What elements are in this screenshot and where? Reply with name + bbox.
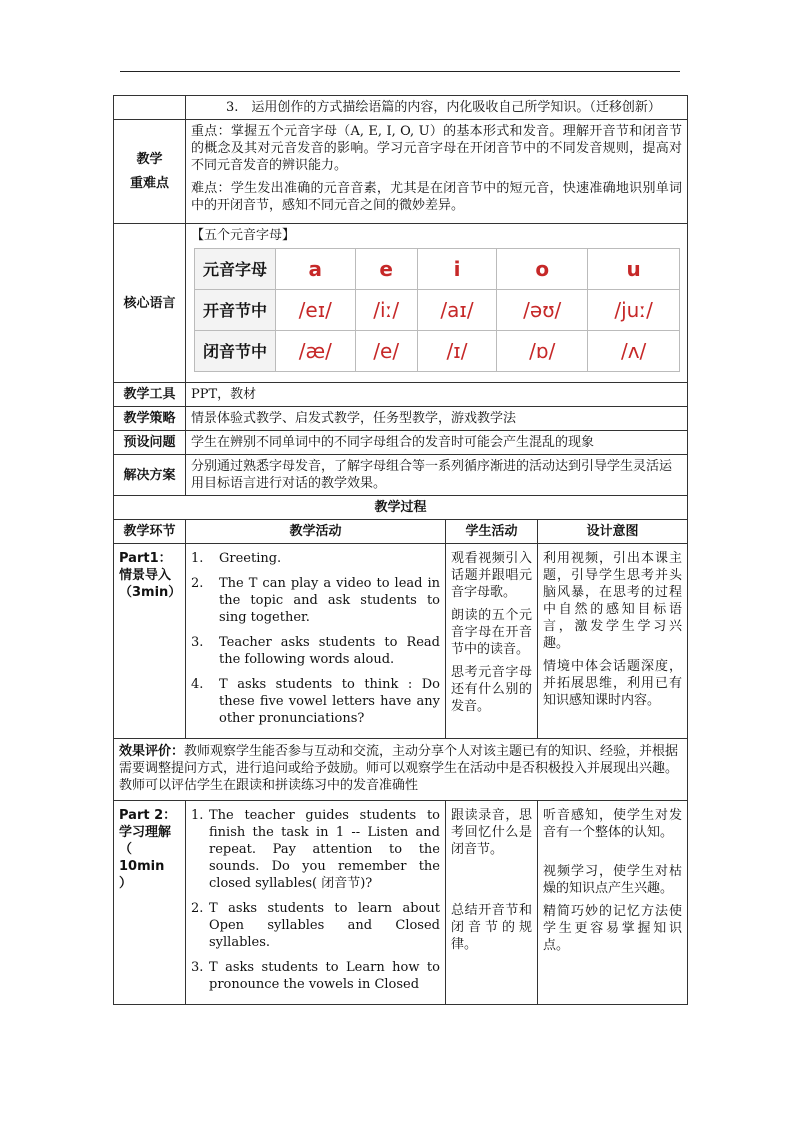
part2-design-1: 听音感知，使学生对发音有一个整体的认知。	[543, 808, 683, 840]
core-language-heading: 【五个元音字母】	[191, 228, 296, 243]
list-item: 2. The T can play a video to lead in the topic and ask students to sing together.	[191, 576, 440, 625]
list-item: 1. The teacher guides students to finish the task in 1 -- Listen and repeat. Pay attention to the sounds. Do you remember the closed syllables( 闭音节)?	[191, 808, 440, 891]
vowel-o: o	[497, 249, 588, 290]
part1-activities	[191, 550, 440, 727]
closed-e: /e/	[355, 331, 417, 372]
vowel-u: u	[588, 249, 680, 290]
key-difficulty: 难点：学生发出准确的元音音素，尤其是在闭音节中的短元音，快速准确地识别单词中的开闭音节，感知不同元音之间的微妙差异。	[191, 181, 683, 213]
header-design: 设计意图	[538, 520, 688, 544]
tools-label: 教学工具	[114, 383, 186, 407]
tools-value: PPT，教材	[186, 383, 688, 407]
open-o: /əʊ/	[497, 290, 588, 331]
header-student: 学生活动	[446, 520, 538, 544]
part2-student-1: 跟读录音，思考回忆什么是闭音节。	[451, 808, 532, 857]
vowel-a: a	[276, 249, 356, 290]
list-item: 4. T asks students to think : Do these five vowel letters have any other pronunciations?	[191, 677, 440, 726]
part2-title: Part 2：	[119, 808, 177, 823]
closed-syllable-row	[195, 331, 680, 372]
open-i: /aɪ/	[417, 290, 496, 331]
solution-value: 分别通过熟悉字母发音，了解字母组合等一系列循序渐进的活动达到引导学生灵活运用目标语言进行对话的教学效果。	[186, 455, 688, 496]
row-header-closed: 闭音节中	[195, 331, 276, 372]
row-header-letters: 元音字母	[195, 249, 276, 290]
core-language-row	[114, 224, 688, 383]
closed-i: /ɪ/	[417, 331, 496, 372]
process-header-row	[114, 520, 688, 544]
vowel-e: e	[355, 249, 417, 290]
part2-activities	[191, 807, 440, 993]
process-title: 教学过程	[114, 496, 688, 520]
strategy-value: 情景体验式教学、启发式教学，任务型教学，游戏教学法	[186, 407, 688, 431]
process-title-row	[114, 496, 688, 520]
key-points-label: 教学 重难点	[114, 120, 186, 224]
part2-name: 学习理解	[119, 825, 172, 840]
closed-u: /ʌ/	[588, 331, 680, 372]
vowel-i: i	[417, 249, 496, 290]
list-item: 2. T asks students to learn about Open syllables and Closed syllables.	[191, 901, 440, 950]
evaluation-label: 效果评价：	[119, 744, 185, 759]
closed-a: /æ/	[276, 331, 356, 372]
issues-value: 学生在辨别不同单词中的不同字母组合的发音时可能会产生混乱的现象	[186, 431, 688, 455]
vowel-chart	[194, 248, 680, 372]
open-u: /juː/	[588, 290, 680, 331]
header-stage: 教学环节	[114, 520, 186, 544]
closed-o: /ɒ/	[497, 331, 588, 372]
open-e: /iː/	[355, 290, 417, 331]
part1-title: Part1：	[119, 551, 172, 566]
list-item: 1. Greeting.	[191, 551, 282, 566]
part1-student-2: 朗读的五个元音字母在开音节中的读音。	[451, 608, 532, 657]
evaluation-text: 教师观察学生能否参与互动和交流，主动分享个人对该主题已有的知识、经验，并根据需要调整提问方式，进行追问或给予鼓励。师可以观察学生在活动中是否积极投入并展现出兴趣。教师可以评估学生在跟读和拼读练习中的发音准确性	[119, 744, 679, 793]
lesson-plan-table	[113, 95, 688, 1005]
part1-duration: （3min）	[119, 585, 182, 600]
part1-student-3: 思考元音字母还有什么别的发音。	[451, 665, 532, 714]
part1-design-1: 利用视频，引出本课主题，引导学生思考并头脑风暴，在思考的过程中自然的感知目标语言，激发学生学习兴趣。	[543, 551, 683, 651]
part1-row	[114, 544, 688, 739]
objective-row	[114, 96, 688, 120]
issues-label: 预设问题	[114, 431, 186, 455]
row-header-open: 开音节中	[195, 290, 276, 331]
part2-row	[114, 801, 688, 1005]
evaluation-row	[114, 739, 688, 801]
open-syllable-row	[195, 290, 680, 331]
part2-student-2: 总结开音节和闭音节的规律。	[451, 903, 532, 952]
solution-label: 解决方案	[114, 455, 186, 496]
part2-design-3: 精简巧妙的记忆方法使学生更容易掌握知识点。	[543, 904, 683, 953]
part1-design-2: 情境中体会话题深度，并拓展思维，利用已有知识感知课时内容。	[543, 659, 683, 708]
strategy-row	[114, 407, 688, 431]
header-activity: 教学活动	[186, 520, 446, 544]
open-a: /eɪ/	[276, 290, 356, 331]
part2-duration: （ 10min	[119, 842, 165, 874]
key-focus: 重点：掌握五个元音字母（A, E, I, O, U）的基本形式和发音。理解开音节和闭音节的概念及其对元音发音的影响。学习元音字母在开闭音节中的不同发音规则，提高对不同元音发音的辨识能力。	[191, 124, 683, 173]
issues-row	[114, 431, 688, 455]
key-points-row	[114, 120, 688, 224]
solution-row	[114, 455, 688, 496]
part1-student-1: 观看视频引入话题并跟唱元音字母歌。	[451, 551, 532, 600]
core-language-label: 核心语言	[114, 224, 186, 383]
part1-name: 情景导入	[119, 568, 172, 583]
list-item: 3. Teacher asks students to Read the following words aloud.	[191, 635, 440, 667]
tools-row	[114, 383, 688, 407]
strategy-label: 教学策略	[114, 407, 186, 431]
list-item: 3. T asks students to Learn how to pronounce the vowels in Closed	[191, 960, 440, 992]
vowel-letter-row	[195, 249, 680, 290]
part2-duration-close: ）	[119, 876, 133, 891]
objective-label-cell	[114, 96, 186, 120]
header-rule	[120, 71, 680, 72]
part2-design-2: 视频学习，使学生对枯燥的知识点产生兴趣。	[543, 864, 683, 896]
objective-3: 3. 运用创作的方式描绘语篇的内容，内化吸收自己所学知识。（迁移创新）	[186, 96, 688, 120]
